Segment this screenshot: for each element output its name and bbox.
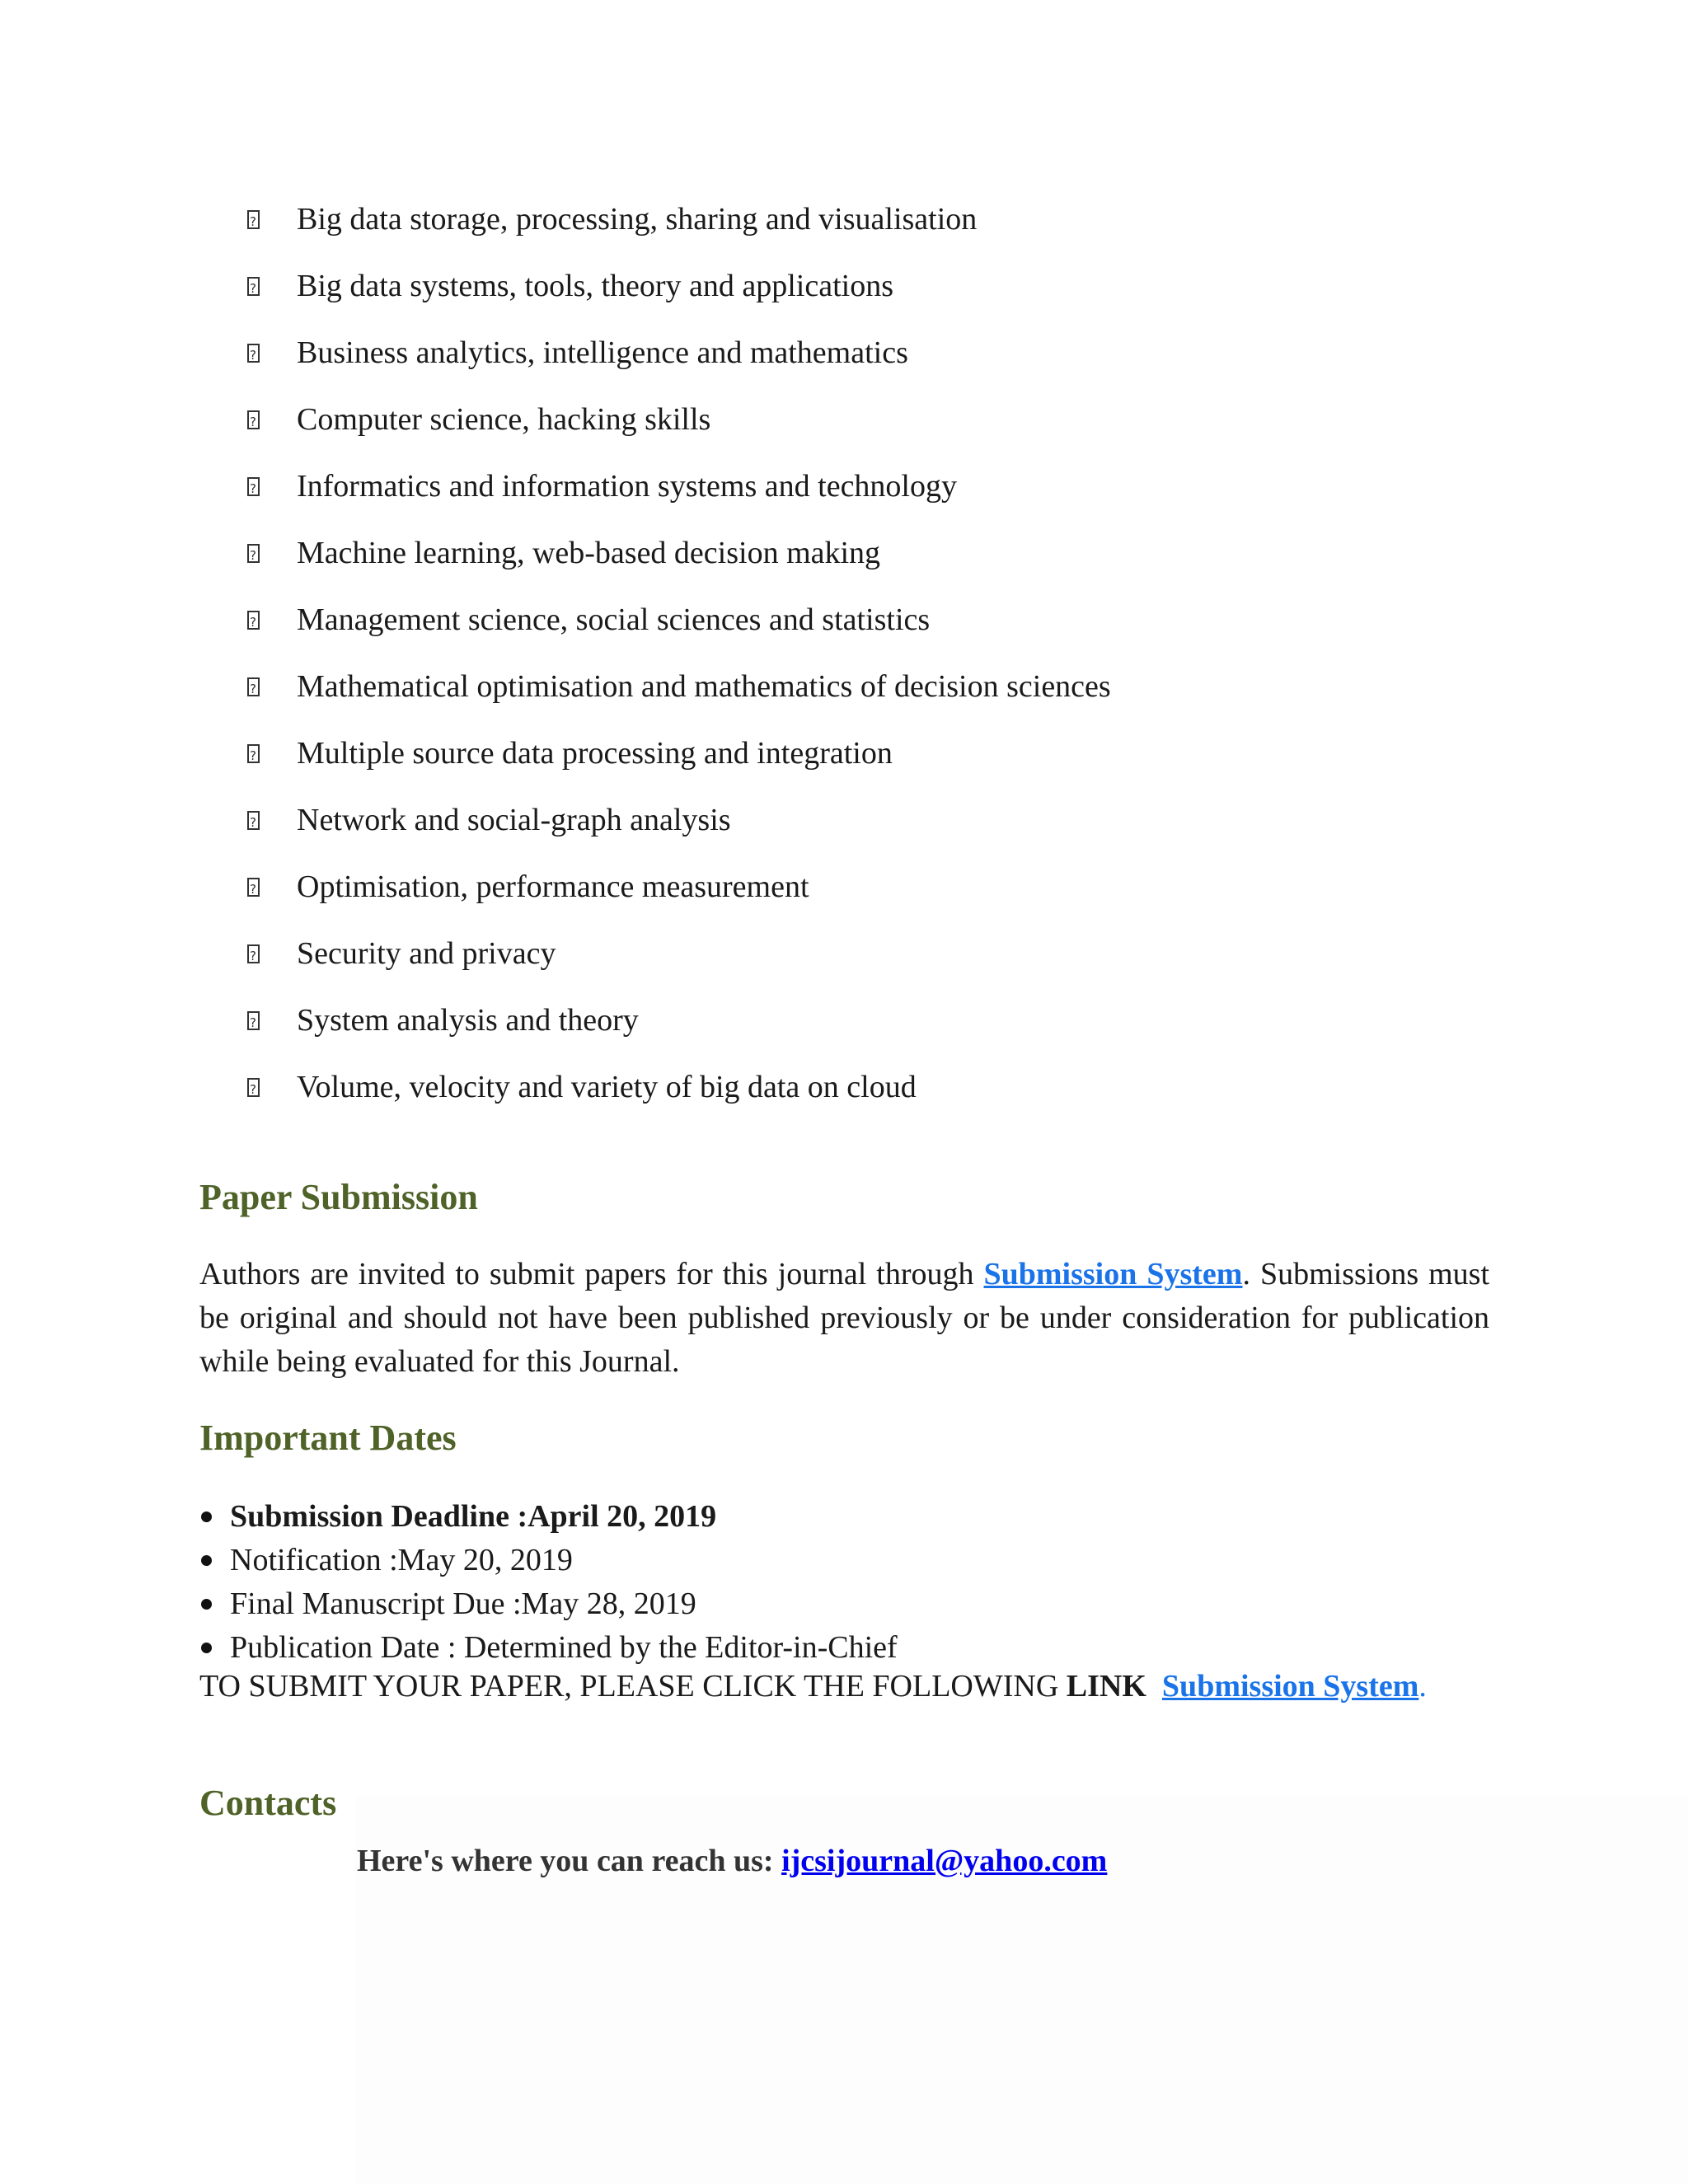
topic-item: ? Security and privacy bbox=[247, 930, 1111, 997]
missing-glyph-icon bbox=[247, 210, 260, 229]
missing-glyph-icon bbox=[247, 878, 260, 897]
date-item: Publication Date : Determined by the Editor-in-Chief bbox=[199, 1626, 898, 1670]
missing-glyph-icon bbox=[247, 344, 260, 363]
cta-trailing: . bbox=[1418, 1669, 1427, 1704]
contact-line bbox=[357, 1840, 1107, 1883]
missing-glyph-icon bbox=[247, 611, 260, 630]
contacts-heading: Contacts bbox=[199, 1783, 337, 1823]
topic-item: ? Optimisation, performance measurement bbox=[247, 864, 1111, 930]
paragraph-lead-text: Authors are invited to submit papers for this journal through bbox=[199, 1257, 984, 1291]
missing-glyph-icon bbox=[247, 677, 260, 696]
paragraph-trailing-text: . Submissions must be original and should not have been published previously or be under consideration for publication while being evaluated for this Journal. bbox=[199, 1257, 1489, 1379]
missing-glyph-icon bbox=[247, 410, 260, 429]
missing-glyph-icon bbox=[247, 544, 260, 563]
missing-glyph-icon bbox=[247, 1078, 260, 1097]
topic-item: ? Big data systems, tools, theory and applications bbox=[247, 263, 1111, 330]
topic-item: ? Management science, social sciences and statistics bbox=[247, 597, 1111, 663]
missing-glyph-icon bbox=[247, 1011, 260, 1030]
topic-item: ? Network and social-graph analysis bbox=[247, 797, 1111, 864]
topic-item: ? Computer science, hacking skills bbox=[247, 396, 1111, 463]
contact-email-link[interactable]: ijcsijournal@yahoo.com bbox=[781, 1844, 1108, 1878]
topic-item: ? System analysis and theory bbox=[247, 997, 1111, 1064]
cta-text: TO SUBMIT YOUR PAPER, PLEASE CLICK THE FOLLOWING bbox=[199, 1669, 1067, 1704]
topic-item: ? Big data storage, processing, sharing and visualisation bbox=[247, 196, 1111, 263]
topic-item: ? Volume, velocity and variety of big data on cloud bbox=[247, 1064, 1111, 1131]
missing-glyph-icon bbox=[247, 477, 260, 496]
date-item: Final Manuscript Due :May 28, 2019 bbox=[199, 1582, 898, 1626]
date-item: Submission Deadline :April 20, 2019 bbox=[199, 1495, 898, 1539]
bullet-icon bbox=[201, 1555, 212, 1566]
missing-glyph-icon bbox=[247, 944, 260, 963]
bullet-icon bbox=[201, 1643, 212, 1653]
important-dates-list bbox=[199, 1495, 898, 1670]
cta-bold-word: LINK bbox=[1066, 1669, 1146, 1704]
topic-item: ? Informatics and information systems and technology bbox=[247, 463, 1111, 530]
date-item: Notification :May 20, 2019 bbox=[199, 1539, 898, 1582]
paper-submission-paragraph bbox=[199, 1253, 1489, 1384]
bullet-icon bbox=[201, 1511, 212, 1522]
contact-lead-text: Here's where you can reach us: bbox=[357, 1844, 782, 1878]
topic-item: ? Multiple source data processing and integration bbox=[247, 730, 1111, 797]
cta-submission-system-link[interactable]: Submission System bbox=[1161, 1669, 1419, 1704]
topic-item: ? Mathematical optimisation and mathematics of decision sciences bbox=[247, 663, 1111, 730]
paper-submission-heading: Paper Submission bbox=[199, 1177, 478, 1217]
missing-glyph-icon bbox=[247, 744, 260, 763]
topics-list bbox=[247, 196, 1111, 1131]
important-dates-heading: Important Dates bbox=[199, 1418, 457, 1458]
bullet-icon bbox=[201, 1599, 212, 1610]
missing-glyph-icon bbox=[247, 811, 260, 830]
submit-call-to-action bbox=[199, 1665, 1452, 1708]
topic-item: ? Business analytics, intelligence and mathematics bbox=[247, 330, 1111, 396]
topic-item: ? Machine learning, web-based decision making bbox=[247, 530, 1111, 597]
submission-system-link[interactable]: Submission System bbox=[983, 1257, 1243, 1291]
missing-glyph-icon bbox=[247, 277, 260, 296]
